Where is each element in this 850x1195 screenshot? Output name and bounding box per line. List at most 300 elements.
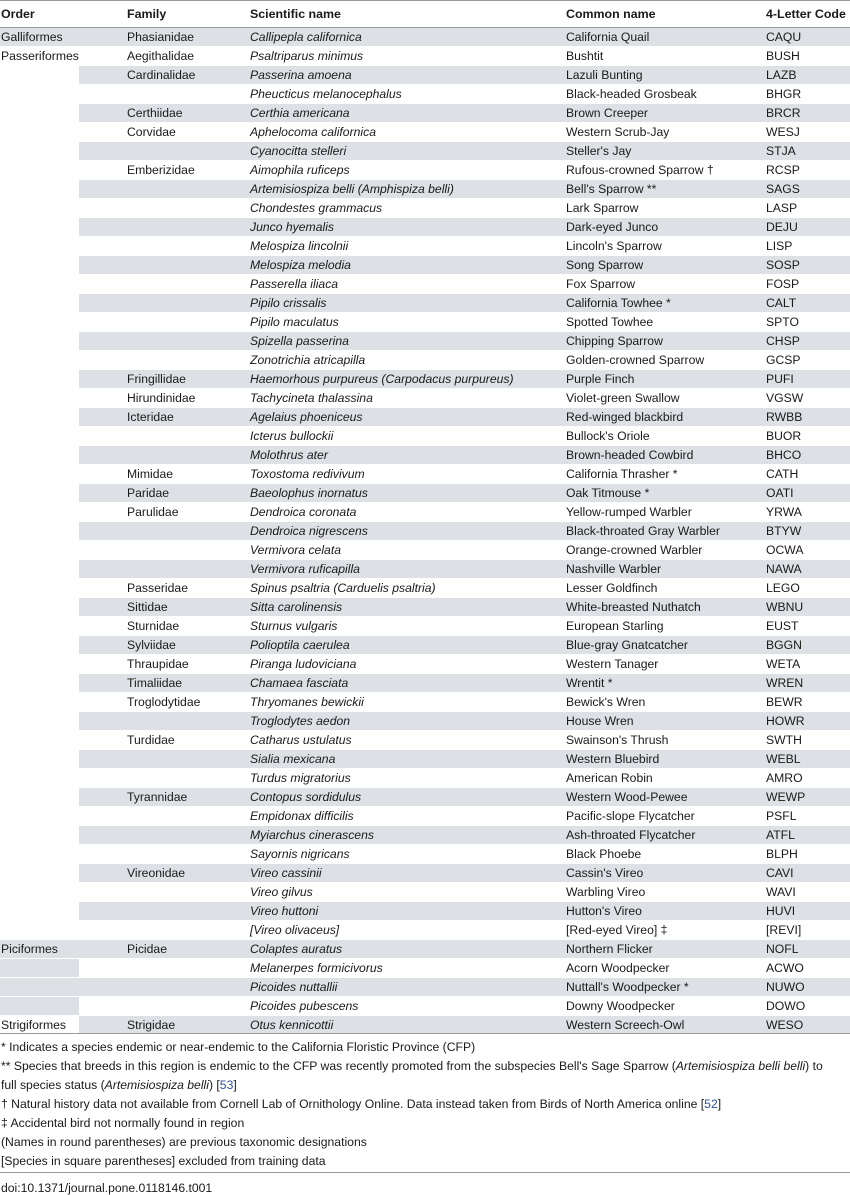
cell-order [0, 712, 79, 731]
cell-scientific-name: Polioptila caerulea [246, 636, 562, 655]
cell-family [79, 85, 246, 104]
cell-code: RCSP [766, 163, 800, 177]
cell-order: Piciformes [0, 940, 79, 959]
table-row [0, 503, 850, 522]
cell-scientific-name: Thryomanes bewickii [250, 695, 364, 709]
table-row [0, 560, 850, 579]
cell-scientific-name: Otus kennicottii [246, 1016, 562, 1035]
cell-code: EUST [766, 619, 799, 633]
cell-order [0, 693, 79, 712]
cell-code: BUSH [766, 49, 800, 63]
cell-scientific-name: Dendroica coronata [250, 505, 357, 519]
cell-family [79, 921, 246, 940]
note-text: ** Species that breeds in this region is endemic to the CFP was recently promoted from the subspecies Bell's Sage Sparrow ( [1, 1059, 676, 1073]
cell-family: Sylviidae [79, 636, 246, 655]
cell-common-name: Western Wood-Pewee [562, 788, 758, 807]
cell-scientific-name: Melospiza melodia [246, 256, 562, 275]
table-row [0, 959, 850, 978]
table-row [0, 655, 850, 674]
cell-code: DOWO [766, 999, 806, 1013]
note-text: ) to [805, 1059, 823, 1073]
table-row [0, 826, 850, 845]
table-row [0, 85, 850, 104]
cell-common-name: Blue-gray Gnatcatcher [562, 636, 758, 655]
cell-common-name: Pacific-slope Flycatcher [566, 809, 695, 823]
cell-common-name: Fox Sparrow [566, 277, 636, 291]
cell-common-name: Red-winged blackbird [562, 408, 758, 427]
table-row [0, 674, 850, 693]
cell-order [0, 731, 79, 750]
cell-code: YRWA [766, 505, 802, 519]
cell-code: BLPH [766, 847, 798, 861]
note-round-parentheses: (Names in round parentheses) are previous taxonomic designations [1, 1135, 367, 1149]
table-notes [0, 1033, 850, 1168]
table-header-row [0, 1, 850, 28]
cell-common-name: California Thrasher * [566, 467, 678, 481]
cell-order: Passeriformes [1, 49, 79, 63]
cell-order [0, 617, 79, 636]
table-row [0, 294, 850, 313]
cell-common-name: European Starling [566, 619, 664, 633]
cell-family [79, 275, 246, 294]
cell-code: LAZB [758, 66, 850, 85]
cell-family [79, 294, 246, 313]
cell-scientific-name: Haemorhous purpureus (Carpodacus purpureus) [246, 370, 562, 389]
cell-scientific-name: [Vireo olivaceus] [250, 923, 340, 937]
cell-common-name: Swainson's Thrush [566, 733, 669, 747]
note-natural-history [1, 1095, 721, 1113]
cell-family [79, 997, 246, 1016]
species-table [0, 1, 850, 1034]
table-body [0, 28, 850, 1035]
cell-order [0, 598, 79, 617]
cell-common-name: Northern Flicker [562, 940, 758, 959]
cell-common-name: Golden-crowned Sparrow [566, 353, 705, 367]
cell-common-name: Nashville Warbler [562, 560, 758, 579]
cell-family [79, 313, 246, 332]
doi-text: doi:10.1371/journal.pone.0118146.t001 [1, 1181, 213, 1195]
cell-scientific-name: Icterus bullockii [250, 429, 334, 443]
cell-common-name: California Towhee * [562, 294, 758, 313]
header-scientific-name: Scientific name [250, 7, 341, 21]
cell-family [79, 351, 246, 370]
table-row [0, 522, 850, 541]
cell-family [79, 826, 246, 845]
cell-order [0, 636, 79, 655]
table-row [0, 1016, 850, 1035]
cell-family [79, 199, 246, 218]
cell-order [0, 845, 79, 864]
cell-scientific-name: Vireo gilvus [250, 885, 313, 899]
cell-order [0, 788, 79, 807]
cell-common-name: White-breasted Nuthatch [562, 598, 758, 617]
cell-code: SPTO [766, 315, 799, 329]
cell-family: Strigidae [79, 1016, 246, 1035]
cell-family [79, 883, 246, 902]
cell-family: Turdidae [127, 733, 175, 747]
cell-common-name: Western Tanager [566, 657, 659, 671]
reference-link-53[interactable]: 53 [219, 1078, 234, 1092]
cell-order [0, 959, 79, 978]
table-row [0, 598, 850, 617]
cell-scientific-name: Dendroica nigrescens [246, 522, 562, 541]
table-row [0, 275, 850, 294]
cell-code: STJA [758, 142, 850, 161]
cell-code: BRCR [758, 104, 850, 123]
cell-common-name: Violet-green Swallow [566, 391, 680, 405]
cell-common-name: Black-headed Grosbeak [566, 87, 697, 101]
cell-order [0, 826, 79, 845]
table-row [0, 541, 850, 560]
cell-common-name: Hutton's Vireo [562, 902, 758, 921]
cell-code: PSFL [766, 809, 797, 823]
cell-scientific-name: Vermivora ruficapilla [246, 560, 562, 579]
cell-order [0, 484, 79, 503]
cell-code: ACWO [766, 961, 804, 975]
cell-code: SAGS [758, 180, 850, 199]
cell-code: WESO [758, 1016, 850, 1035]
cell-code: WREN [758, 674, 850, 693]
cell-family: Phasianidae [79, 28, 246, 47]
cell-order [0, 883, 79, 902]
cell-order: Galliformes [0, 28, 79, 47]
table-row [0, 180, 850, 199]
table-row [0, 408, 850, 427]
cell-code: CALT [758, 294, 850, 313]
cell-order [0, 294, 79, 313]
note-text: ) [ [208, 1078, 220, 1092]
cell-scientific-name: Junco hyemalis [246, 218, 562, 237]
cell-scientific-name: Turdus migratorius [250, 771, 351, 785]
cell-order [0, 313, 79, 332]
table-row [0, 712, 850, 731]
note-species-status [1, 1076, 237, 1094]
cell-scientific-name: Picoides nuttallii [246, 978, 562, 997]
cell-family: Picidae [79, 940, 246, 959]
cell-code: SWTH [766, 733, 802, 747]
cell-order [0, 256, 79, 275]
cell-order [0, 541, 79, 560]
table-row [0, 104, 850, 123]
table-row [0, 883, 850, 902]
cell-family [79, 522, 246, 541]
table-row [0, 123, 850, 142]
cell-common-name: Black-throated Gray Warbler [562, 522, 758, 541]
cell-code: LASP [766, 201, 798, 215]
cell-order [0, 275, 79, 294]
cell-common-name: Orange-crowned Warbler [566, 543, 703, 557]
cell-scientific-name: Passerella iliaca [250, 277, 339, 291]
cell-common-name: Rufous-crowned Sparrow † [566, 163, 714, 177]
table-row [0, 845, 850, 864]
cell-common-name: Brown-headed Cowbird [562, 446, 758, 465]
table-row [0, 921, 850, 940]
cell-scientific-name: Vermivora celata [250, 543, 341, 557]
cell-common-name: [Red-eyed Vireo] ‡ [566, 923, 668, 937]
cell-family [79, 446, 246, 465]
cell-order [0, 997, 79, 1016]
cell-code: NAWA [758, 560, 850, 579]
cell-order [0, 351, 79, 370]
note-accidental: ‡ Accidental bird not normally found in region [1, 1116, 245, 1130]
cell-common-name: Acorn Woodpecker [566, 961, 670, 975]
cell-family: Hirundinidae [127, 391, 196, 405]
cell-code: OATI [758, 484, 850, 503]
cell-common-name: Lazuli Bunting [562, 66, 758, 85]
cell-scientific-name: Picoides pubescens [250, 999, 359, 1013]
cell-order [0, 427, 79, 446]
table-row [0, 351, 850, 370]
cell-family [79, 237, 246, 256]
cell-scientific-name: Sayornis nigricans [250, 847, 350, 861]
cell-code: WESJ [766, 125, 800, 139]
cell-common-name: American Robin [566, 771, 653, 785]
cell-scientific-name: Baeolophus inornatus [246, 484, 562, 503]
cell-order [0, 769, 79, 788]
cell-order [0, 85, 79, 104]
cell-order [0, 199, 79, 218]
cell-common-name: Oak Titmouse * [562, 484, 758, 503]
cell-order [0, 389, 79, 408]
cell-family: Paridae [79, 484, 246, 503]
cell-common-name: Chipping Sparrow [562, 332, 758, 351]
cell-common-name: Ash-throated Flycatcher [562, 826, 758, 845]
table-row [0, 617, 850, 636]
cell-common-name: Western Screech-Owl [562, 1016, 758, 1035]
cell-scientific-name: Sialia mexicana [246, 750, 562, 769]
note-bells-sparrow [1, 1057, 823, 1075]
cell-scientific-name: Agelaius phoeniceus [246, 408, 562, 427]
cell-scientific-name: Contopus sordidulus [246, 788, 562, 807]
cell-code: WBNU [758, 598, 850, 617]
cell-common-name: Nuttall's Woodpecker * [562, 978, 758, 997]
cell-order [0, 370, 79, 389]
cell-common-name: Bewick's Wren [566, 695, 646, 709]
header-order: Order [1, 7, 35, 21]
cell-code: HUVI [758, 902, 850, 921]
table-row [0, 313, 850, 332]
cell-scientific-name: Sturnus vulgaris [250, 619, 338, 633]
cell-code: CAQU [758, 28, 850, 47]
cell-order [0, 560, 79, 579]
cell-family [79, 180, 246, 199]
cell-code: NUWO [758, 978, 850, 997]
table-row [0, 788, 850, 807]
cell-code: BTYW [758, 522, 850, 541]
cell-family: Emberizidae [127, 163, 195, 177]
cell-family [79, 218, 246, 237]
table-row [0, 902, 850, 921]
cell-common-name: Purple Finch [562, 370, 758, 389]
cell-order [0, 180, 79, 199]
cell-family: Mimidae [127, 467, 174, 481]
cell-code: OCWA [766, 543, 804, 557]
cell-code: BEWR [766, 695, 803, 709]
cell-scientific-name: Spizella passerina [246, 332, 562, 351]
cell-code: SOSP [758, 256, 850, 275]
cell-common-name: Dark-eyed Junco [562, 218, 758, 237]
cell-common-name: Warbling Vireo [566, 885, 646, 899]
cell-code: RWBB [758, 408, 850, 427]
cell-code: PUFI [758, 370, 850, 389]
table-row [0, 47, 850, 66]
note-taxon: Artemisiospiza belli [104, 1078, 209, 1092]
cell-family: Certhiidae [79, 104, 246, 123]
cell-scientific-name: Vireo huttoni [246, 902, 562, 921]
table-row [0, 199, 850, 218]
cell-scientific-name: Aimophila ruficeps [250, 163, 350, 177]
cell-code: CAVI [758, 864, 850, 883]
cell-code: WETA [766, 657, 801, 671]
cell-common-name: Western Bluebird [562, 750, 758, 769]
cell-code: CATH [766, 467, 799, 481]
cell-order [0, 921, 79, 940]
cell-order [0, 66, 79, 85]
header-family: Family [127, 7, 167, 21]
doi-footer [0, 1172, 850, 1195]
cell-code: BHGR [766, 87, 802, 101]
cell-code: DEJU [758, 218, 850, 237]
cell-order [0, 332, 79, 351]
cell-code: ATFL [758, 826, 850, 845]
table-row [0, 769, 850, 788]
cell-common-name: Bullock's Oriole [566, 429, 650, 443]
table-row [0, 750, 850, 769]
cell-scientific-name: Artemisiospiza belli (Amphispiza belli) [246, 180, 562, 199]
cell-order [0, 522, 79, 541]
cell-family: Fringillidae [79, 370, 246, 389]
cell-order [0, 123, 79, 142]
cell-scientific-name: Spinus psaltria (Carduelis psaltria) [250, 581, 436, 595]
cell-code: LEGO [766, 581, 800, 595]
cell-family: Vireonidae [79, 864, 246, 883]
cell-family [79, 560, 246, 579]
table-row [0, 807, 850, 826]
reference-link-52[interactable]: 52 [704, 1097, 718, 1111]
cell-scientific-name: Aphelocoma californica [250, 125, 377, 139]
cell-scientific-name: Melospiza lincolnii [250, 239, 349, 253]
cell-scientific-name: Molothrus ater [246, 446, 562, 465]
cell-scientific-name: Tachycineta thalassina [250, 391, 373, 405]
cell-family [79, 959, 246, 978]
cell-common-name: Cassin's Vireo [562, 864, 758, 883]
cell-family: Parulidae [127, 505, 179, 519]
cell-common-name: Bushtit [566, 49, 604, 63]
table-row [0, 142, 850, 161]
cell-order [0, 579, 79, 598]
cell-order [0, 864, 79, 883]
cell-code: LISP [766, 239, 793, 253]
cell-common-name: Brown Creeper [562, 104, 758, 123]
cell-order [0, 674, 79, 693]
cell-order [0, 978, 79, 997]
cell-scientific-name: Zonotrichia atricapilla [250, 353, 366, 367]
table-row [0, 940, 850, 959]
cell-family: Cardinalidae [79, 66, 246, 85]
table-row [0, 370, 850, 389]
cell-order [0, 104, 79, 123]
cell-order [0, 465, 79, 484]
table-row [0, 237, 850, 256]
cell-scientific-name: Pipilo maculatus [250, 315, 339, 329]
cell-scientific-name: Chamaea fasciata [246, 674, 562, 693]
cell-family: Troglodytidae [127, 695, 201, 709]
cell-scientific-name: Melanerpes formicivorus [250, 961, 383, 975]
cell-code: GCSP [766, 353, 801, 367]
table-row [0, 636, 850, 655]
cell-order [0, 807, 79, 826]
cell-common-name: Steller's Jay [562, 142, 758, 161]
cell-code: NOFL [758, 940, 850, 959]
cell-family: Sturnidae [127, 619, 180, 633]
cell-order [0, 161, 79, 180]
cell-code: AMRO [766, 771, 803, 785]
table-row [0, 389, 850, 408]
cell-family: Corvidae [127, 125, 176, 139]
table-row [0, 28, 850, 47]
cell-order [0, 408, 79, 427]
note-text: ] [717, 1097, 722, 1111]
cell-scientific-name: Passerina amoena [246, 66, 562, 85]
cell-family: Aegithalidae [127, 49, 195, 63]
cell-order: Strigiformes [1, 1018, 67, 1032]
table-row [0, 864, 850, 883]
note-text: ] [233, 1078, 237, 1092]
cell-family [79, 978, 246, 997]
cell-common-name: Downy Woodpecker [566, 999, 675, 1013]
table-row [0, 465, 850, 484]
table-row [0, 446, 850, 465]
cell-code: VGSW [766, 391, 804, 405]
note-endemic: * Indicates a species endemic or near-endemic to the California Floristic Province (CFP) [1, 1040, 476, 1054]
cell-common-name: House Wren [562, 712, 758, 731]
cell-scientific-name: Toxostoma redivivum [250, 467, 365, 481]
cell-order [0, 750, 79, 769]
cell-scientific-name: Myiarchus cinerascens [246, 826, 562, 845]
cell-code: CHSP [758, 332, 850, 351]
table-row [0, 161, 850, 180]
cell-family [79, 807, 246, 826]
cell-common-name: Lincoln's Sparrow [566, 239, 662, 253]
cell-common-name: Lesser Goldfinch [566, 581, 658, 595]
cell-family: Passeridae [127, 581, 188, 595]
note-taxon: Artemisiospiza belli belli [675, 1059, 806, 1073]
cell-order [0, 237, 79, 256]
cell-family [79, 332, 246, 351]
table-row [0, 256, 850, 275]
note-text: full species status ( [1, 1078, 105, 1092]
cell-family [79, 541, 246, 560]
cell-scientific-name: Pheucticus melanocephalus [250, 87, 402, 101]
cell-code: HOWR [758, 712, 850, 731]
note-square-parentheses: [Species in square parentheses] excluded from training data [1, 1154, 326, 1168]
cell-family: Thraupidae [127, 657, 189, 671]
table-row [0, 693, 850, 712]
cell-common-name: Bell's Sparrow ** [562, 180, 758, 199]
note-text: † Natural history data not available from Cornell Lab of Ornithology Online. Data instead taken from Birds of North America online [ [1, 1097, 705, 1111]
cell-scientific-name: Piranga ludoviciana [250, 657, 357, 671]
cell-code: BGGN [758, 636, 850, 655]
cell-scientific-name: Colaptes auratus [246, 940, 562, 959]
cell-common-name: Western Scrub-Jay [566, 125, 670, 139]
table-row [0, 427, 850, 446]
cell-scientific-name: Psaltriparus minimus [250, 49, 364, 63]
cell-common-name: Lark Sparrow [566, 201, 639, 215]
cell-family: Timaliidae [79, 674, 246, 693]
cell-family [79, 902, 246, 921]
cell-scientific-name: Empidonax difficilis [250, 809, 354, 823]
cell-family: Sittidae [79, 598, 246, 617]
